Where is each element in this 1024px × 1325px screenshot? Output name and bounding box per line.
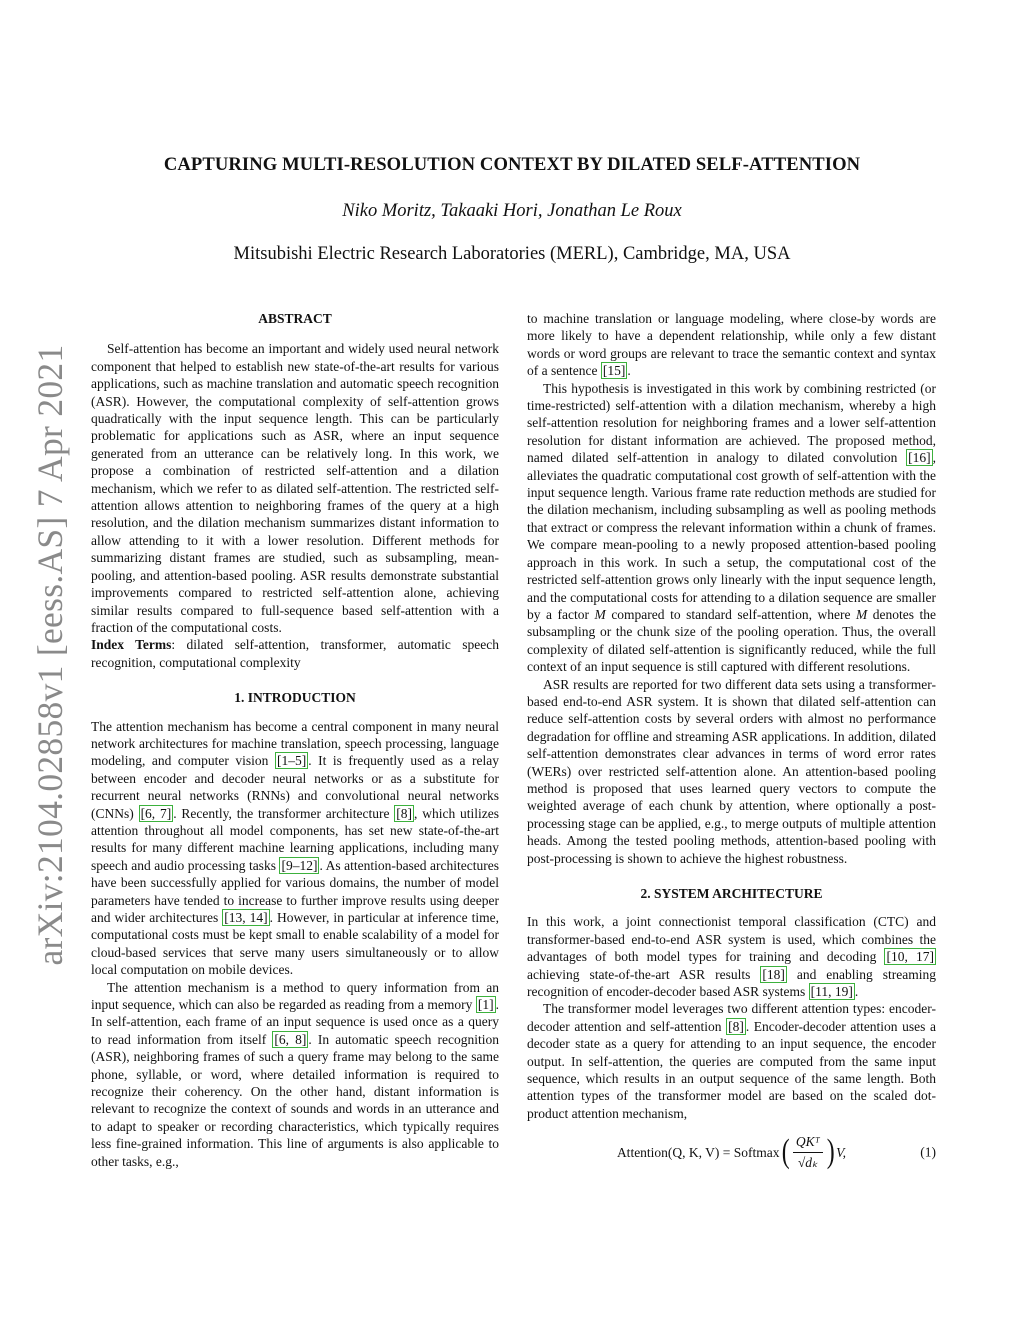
arxiv-stamp <box>20 344 80 966</box>
system-architecture-heading: 2. SYSTEM ARCHITECTURE <box>640 886 823 901</box>
equation-fraction <box>793 1133 823 1171</box>
paper-authors: Niko Moritz, Takaaki Hori, Jonathan Le Roux <box>342 201 682 221</box>
citation-link[interactable]: [8] <box>396 805 413 821</box>
citation-link[interactable]: [18] <box>762 966 785 982</box>
right-paren: ) <box>826 1133 835 1171</box>
index-terms <box>91 636 499 671</box>
paper-affiliation: Mitsubishi Electric Research Laboratories (MERL), Cambridge, MA, USA <box>233 244 791 264</box>
intro-paragraph-3: This hypothesis is investigated in this work by combining restricted (or time-restricted) self-attention with a dilation mechanism, whereby a high self-attention resolution for neighboring frames and a lower self-attention resolution for distant information are achieved. The proposed method, named dilated self-attention in analogy to dilated convolution [16] , alleviates the quadratic computational cost growth of self-attention with the input sequence length. Various frame rate reduction methods are studied for the dilation mechanism, including subsampling as well as pooling methods that extract or compress the relevant information within a chunk of frames. We compare mean-pooling to a newly proposed attention-based pooling approach in this work. In such a setup, the computational cost of the restricted self-attention grows only linearly with the input sequence length, and the computational costs for attending to a dilation sequence are smaller by a factor M compared to standard self-attention, where M denotes the subsampling or the chunk size of the pooling operation. Thus, the overall complexity of dilated self-attention is significantly reduced, while the full context of an input sequence is still captured with different resolutions. <box>527 380 936 675</box>
index-terms-text: : dilated self-attention, transformer, automatic speech recognition, computational complexity <box>91 637 499 670</box>
equation-denominator: √dₖ <box>797 1154 818 1170</box>
equation-number: (1) <box>920 1144 936 1160</box>
abstract-text: Self-attention has become an important and widely used neural network component that helped to establish new state-of-the-art results for various applications, such as machine translation and automatic speech recognition (ASR). However, the computational complexity of self-attention grows quadratically with the input sequence length. This can be particularly problematic for applications such as ASR, where an input sequence generated from an utterance can be relatively long. In this work, we propose a combination of restricted self-attention and a dilation mechanism, which we refer to as dilated self-attention. The restricted self-attention allows attention to neighboring frames of the query at a high resolution, and the dilation mechanism summarizes distant information to allow attending to it with a lower resolution. Different methods for summarizing distant frames are studied, such as subsampling, mean-pooling, and attention-based pooling. ASR results demonstrate substantial improvements compared to restricted self-attention alone, achieving similar results compared to full-sequence based self-attention with a fraction of the computational costs. <box>91 341 499 635</box>
citation-link[interactable]: [15] <box>602 363 626 379</box>
citation-link[interactable]: [9–12] <box>281 857 318 873</box>
citation-link[interactable]: [10, 17] <box>886 949 934 965</box>
sys-paragraph-1: In this work, a joint connectionist temporal classification (CTC) and transformer-based end-to-end ASR system is used, which combines the advantages of both model types for training and decoding [10, 17] achieving state-of-the-art ASR results [18] and enabling streaming recognition of encoder-decoder based ASR systems [11, 19] . <box>527 914 936 1000</box>
index-terms-label: Index Terms <box>91 637 172 653</box>
citation-link[interactable]: [6, 7] <box>140 805 172 821</box>
citation-link[interactable]: [1] <box>477 997 494 1013</box>
arxiv-id: arXiv:2104.02858v1 [eess.AS] 7 Apr 2021 <box>30 344 70 966</box>
equation-numerator: QKᵀ <box>793 1133 823 1152</box>
intro-paragraph-4: ASR results are reported for two different data sets using a transformer-based end-to-end ASR system. It is shown that dilated self-attention can reduce self-attention costs by several orders with almost no performance degradation for offline and streaming ASR applications. In addition, dilated self-attention demonstrates clear advances in terms of word error rates (WERs) over restricted self-attention alone. An attention-based pooling method is proposed that uses learned query vectors to compute the weighted average of each chunk by attention, where optionally a post-processing stage can be applied, e.g., to merge outputs of multiple attention heads. Among the tested pooling methods, attention-based pooling with post-processing is shown to achieve the highest robustness. <box>527 676 936 866</box>
equation-lhs: Attention(Q, K, V) = Softmax <box>616 1144 780 1160</box>
left-column <box>91 310 499 1170</box>
citation-link[interactable]: [8] <box>728 1018 744 1034</box>
citation-link[interactable]: [13, 14] <box>224 910 268 925</box>
citation-link[interactable]: [11, 19] <box>810 984 853 1000</box>
intro-paragraph-2-cont: to machine translation or language modeling, where close-by words are more likely to have a dependent relationship, while only a few distant words or word groups are relevant to trace the semantic context and syntax of a sentence [15] . <box>527 311 936 379</box>
attention-equation <box>527 1128 936 1176</box>
sys-paragraph-2: The transformer model leverages two different attention types: encoder-decoder attention and self-attention [8] . Encoder-decoder attention uses a decoder state as a query for attending to an input sequence, the encoder output. In self-attention, the queries are computed from the same input sequence, which results in an output sequence of the same length. Both attention types of the transformer model are based on the scaled dot-product attention mechanism, <box>527 1001 936 1121</box>
left-paren: ( <box>781 1133 790 1171</box>
intro-paragraph-2: The attention mechanism is a method to query information from an input sequence, which can also be regarded as reading from a memory [1] . In self-attention, each frame of an input sequence is used once as a query to read information from itself [6, 8] . In automatic speech recognition (ASR), neighboring frames of such a query frame may belong to the same phone, syllable, or word, where detailed information is required to recognize their coherency. On the other hand, distant information is relevant to recognize the context of sounds and words in an utterance and to adapt to speaker or recording characteristics, which typically requires less fine-grained information. This line of arguments is also applicable to other tasks, e.g., <box>91 979 500 1169</box>
citation-link[interactable]: [6, 8] <box>274 1031 307 1047</box>
intro-paragraph-1: The attention mechanism has become a central component in many neural network architectures for machine translation, speech processing, language modeling, and computer vision [1–5] . It is frequently used as a relay between encoder and decoder neural networks or as a substitute for recurrent neural networks (RNNs) and convolutional neural networks (CNNs) [6, 7] . Recently, the transformer architecture [8] , which utilizes attention throughout all model components, has set new state-of-the-art results for many different machine learning applications, including many speech and audio processing tasks [9–12] . As attention-based architectures have been successfully applied for various domains, the number of model parameters have tended to increase to further improve results using deeper and wider architectures [13, 14] . However, in particular at inference time, computational costs must be kept small to enable scalability of a model for cloud-based services that serve many users simultaneously or to allow local computation on mobile devices. <box>91 718 500 978</box>
citation-link[interactable]: [1–5] <box>276 753 307 769</box>
right-column <box>527 310 936 1176</box>
abstract-heading: ABSTRACT <box>258 311 332 326</box>
equation-rhs: V, <box>836 1144 847 1160</box>
intro-heading: 1. INTRODUCTION <box>234 690 356 706</box>
citation-link[interactable]: [16] <box>908 450 931 466</box>
paper-title: CAPTURING MULTI-RESOLUTION CONTEXT BY DILATED SELF-ATTENTION <box>163 154 861 175</box>
